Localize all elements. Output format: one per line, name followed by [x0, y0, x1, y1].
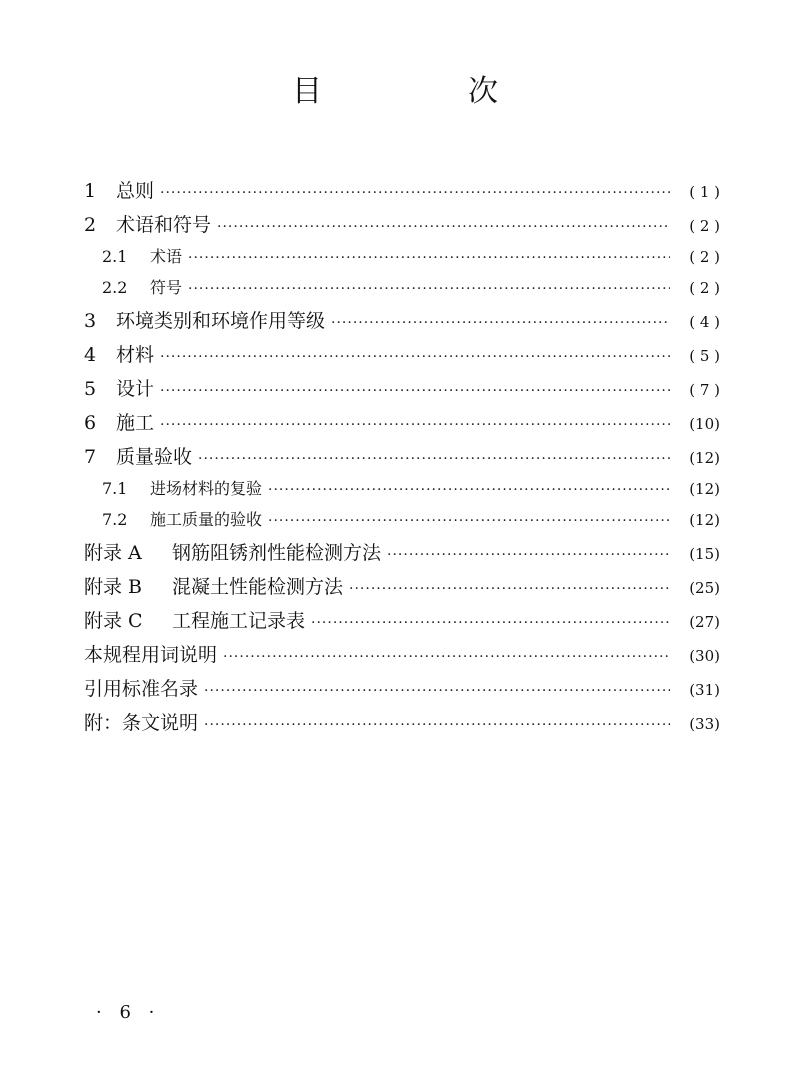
toc-entry-number: 4: [84, 344, 97, 366]
toc-entry-page: (12): [689, 480, 720, 498]
toc-entry-title: 质量验收: [116, 446, 193, 468]
toc-leader-dots: [268, 482, 670, 498]
toc-entry[interactable]: [84, 210, 720, 244]
toc-entry-title: 本规程用词说明: [84, 644, 218, 666]
page-title: 目 次: [292, 74, 556, 109]
toc-leader-dots: [217, 219, 670, 235]
toc-entry-title: 混凝土性能检测方法: [172, 576, 344, 598]
toc-entry[interactable]: [84, 674, 720, 708]
toc-entry[interactable]: [84, 374, 720, 408]
toc-subentry[interactable]: [84, 476, 720, 507]
toc-entry[interactable]: [84, 408, 720, 442]
toc-entry[interactable]: [84, 708, 720, 742]
toc-entry-page: (25): [689, 579, 720, 597]
toc-entry-title: 术语: [150, 247, 183, 266]
toc-entry-number: 2.1: [102, 247, 128, 266]
toc-appendix-entry[interactable]: [84, 538, 720, 572]
toc-leader-dots: [198, 451, 670, 467]
page-number: · 6 ·: [96, 1002, 161, 1023]
toc-leader-dots: [160, 185, 670, 201]
toc-entry-title: 术语和符号: [116, 214, 212, 236]
toc-entry-title: 附：条文说明: [84, 712, 199, 734]
toc-entry[interactable]: [84, 306, 720, 340]
toc-leader-dots: [204, 717, 670, 733]
toc-entry[interactable]: [84, 442, 720, 476]
toc-entry-number: 2: [84, 214, 97, 236]
toc-entry-number: 7: [84, 446, 97, 468]
toc-entry-number: 7.1: [102, 479, 128, 498]
toc-entry-number: 7.2: [102, 510, 128, 529]
toc-entry-page: ( 4 ): [689, 313, 720, 331]
toc-leader-dots: [349, 581, 670, 597]
toc-entry-title: 环境类别和环境作用等级: [116, 310, 326, 332]
toc-entry-page: (12): [689, 449, 720, 467]
toc-leader-dots: [311, 615, 670, 631]
toc-entry-page: ( 2 ): [689, 279, 720, 297]
toc-entry-page: (33): [689, 715, 720, 733]
toc-entry-number: 附录 A: [84, 542, 142, 564]
toc-entry-title: 施工: [116, 412, 155, 434]
toc-entry-page: ( 7 ): [689, 381, 720, 399]
toc-entry-page: (10): [689, 415, 720, 433]
toc-subentry[interactable]: [84, 244, 720, 275]
toc-leader-dots: [188, 250, 670, 266]
toc-leader-dots: [387, 547, 670, 563]
toc-entry-number: 附录 C: [84, 610, 143, 632]
toc-entry-number: 2.2: [102, 278, 128, 297]
toc-entry-page: ( 5 ): [689, 347, 720, 365]
toc-entry-title: 进场材料的复验: [150, 479, 263, 498]
toc-leader-dots: [223, 649, 670, 665]
toc-entry-title: 钢筋阻锈剂性能检测方法: [172, 542, 382, 564]
toc-entry-number: 3: [84, 310, 97, 332]
toc-entry[interactable]: [84, 340, 720, 374]
toc-leader-dots: [160, 349, 670, 365]
toc-entry-title: 符号: [150, 278, 183, 297]
toc-entry-title: 施工质量的验收: [150, 510, 263, 529]
toc-leader-dots: [160, 417, 670, 433]
toc-entry-page: (12): [689, 511, 720, 529]
toc-entry-title: 工程施工记录表: [172, 610, 306, 632]
toc-entry-number: 附录 B: [84, 576, 143, 598]
toc-leader-dots: [204, 683, 670, 699]
toc-leader-dots: [160, 383, 670, 399]
toc-entry-page: (30): [689, 647, 720, 665]
toc-leader-dots: [188, 281, 670, 297]
toc-entry-page: ( 2 ): [689, 217, 720, 235]
toc-entry-number: 5: [84, 378, 97, 400]
toc-entry-title: 总则: [116, 180, 155, 202]
toc-entry-title: 引用标准名录: [84, 678, 199, 700]
toc-entry[interactable]: [84, 640, 720, 674]
toc-entry-title: 设计: [116, 378, 155, 400]
toc-leader-dots: [331, 315, 670, 331]
toc-entry-page: ( 2 ): [689, 248, 720, 266]
toc-entry-page: (31): [689, 681, 720, 699]
toc-subentry[interactable]: [84, 507, 720, 538]
toc-subentry[interactable]: [84, 275, 720, 306]
toc-entry-number: 1: [84, 180, 97, 202]
toc-entry-page: (15): [689, 545, 720, 563]
toc-entry-page: ( 1 ): [689, 183, 720, 201]
toc-leader-dots: [268, 513, 670, 529]
toc-entry-page: (27): [689, 613, 720, 631]
toc-entry-number: 6: [84, 412, 97, 434]
toc-appendix-entry[interactable]: [84, 572, 720, 606]
toc-entry[interactable]: [84, 176, 720, 210]
toc-appendix-entry[interactable]: [84, 606, 720, 640]
toc-entry-title: 材料: [116, 344, 155, 366]
table-of-contents: [84, 176, 720, 742]
